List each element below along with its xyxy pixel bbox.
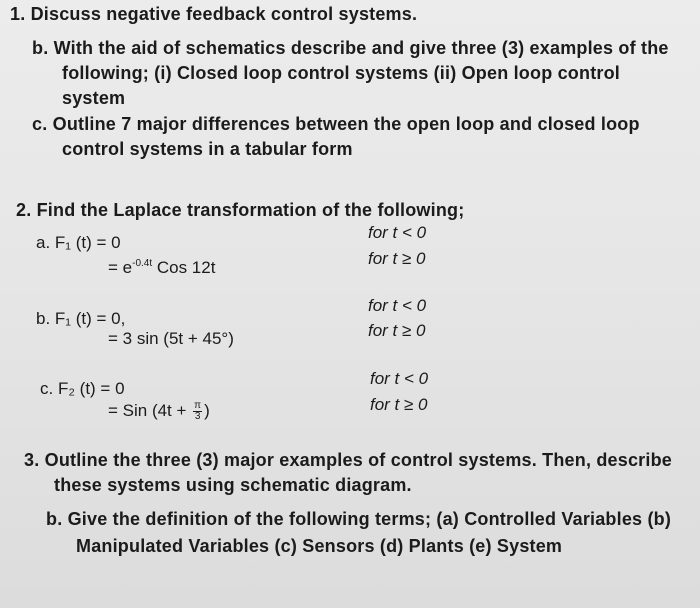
question-2-heading: 2. Find the Laplace transformation of the following; xyxy=(16,200,465,220)
question-3-text: 3. Outline the three (3) major examples of control systems. Then, describe these systems using schematic diagram. xyxy=(24,450,672,495)
question-1c-text: c. Outline 7 major differences between the open loop and closed loop control systems in a tabular form xyxy=(32,114,640,159)
question-2c-line2: = Sin (4t + $\frac{\pi}{3}$ ) xyxy=(108,400,210,423)
question-2a-line1: a. F₁ (t) = 0 xyxy=(36,233,121,252)
question-3b-text: b. Give the definition of the following terms; (a) Controlled Variables (b) Manipulated Variables (c) Sensors (d) Plants (e) System xyxy=(46,509,672,556)
question-1b xyxy=(32,36,672,111)
question-1-heading: 1. Discuss negative feedback control systems. xyxy=(10,4,418,24)
question-2b-condition-2: for t ≥ 0 xyxy=(368,321,426,340)
question-2a-condition-2: for t ≥ 0 xyxy=(368,249,426,268)
question-3 xyxy=(24,448,684,498)
question-2a-line2: = $e^{-0.4t}$ Cos 12t xyxy=(108,258,216,277)
question-2a-condition-1: for t < 0 xyxy=(368,223,427,242)
question-1c xyxy=(32,112,672,162)
pi-over-3-fraction: $\frac{\pi}{3}$ xyxy=(194,400,202,423)
exponent: -0.4t xyxy=(132,258,153,269)
question-1b-text: b. With the aid of schematics describe and give three (3) examples of the following; (i) Closed loop control systems (ii) Open loop control system xyxy=(32,38,669,108)
question-2c-condition-2: for t ≥ 0 xyxy=(370,395,428,414)
question-2b-line2: = 3 sin (5t + 45°) xyxy=(108,329,234,348)
question-3b xyxy=(46,506,686,560)
question-2c-line1: c. F₂ (t) = 0 xyxy=(40,379,125,398)
question-2b-condition-1: for t < 0 xyxy=(368,296,427,315)
question-2b-line1: b. F₁ (t) = 0, xyxy=(36,309,126,328)
question-2c-condition-1: for t < 0 xyxy=(370,369,429,388)
